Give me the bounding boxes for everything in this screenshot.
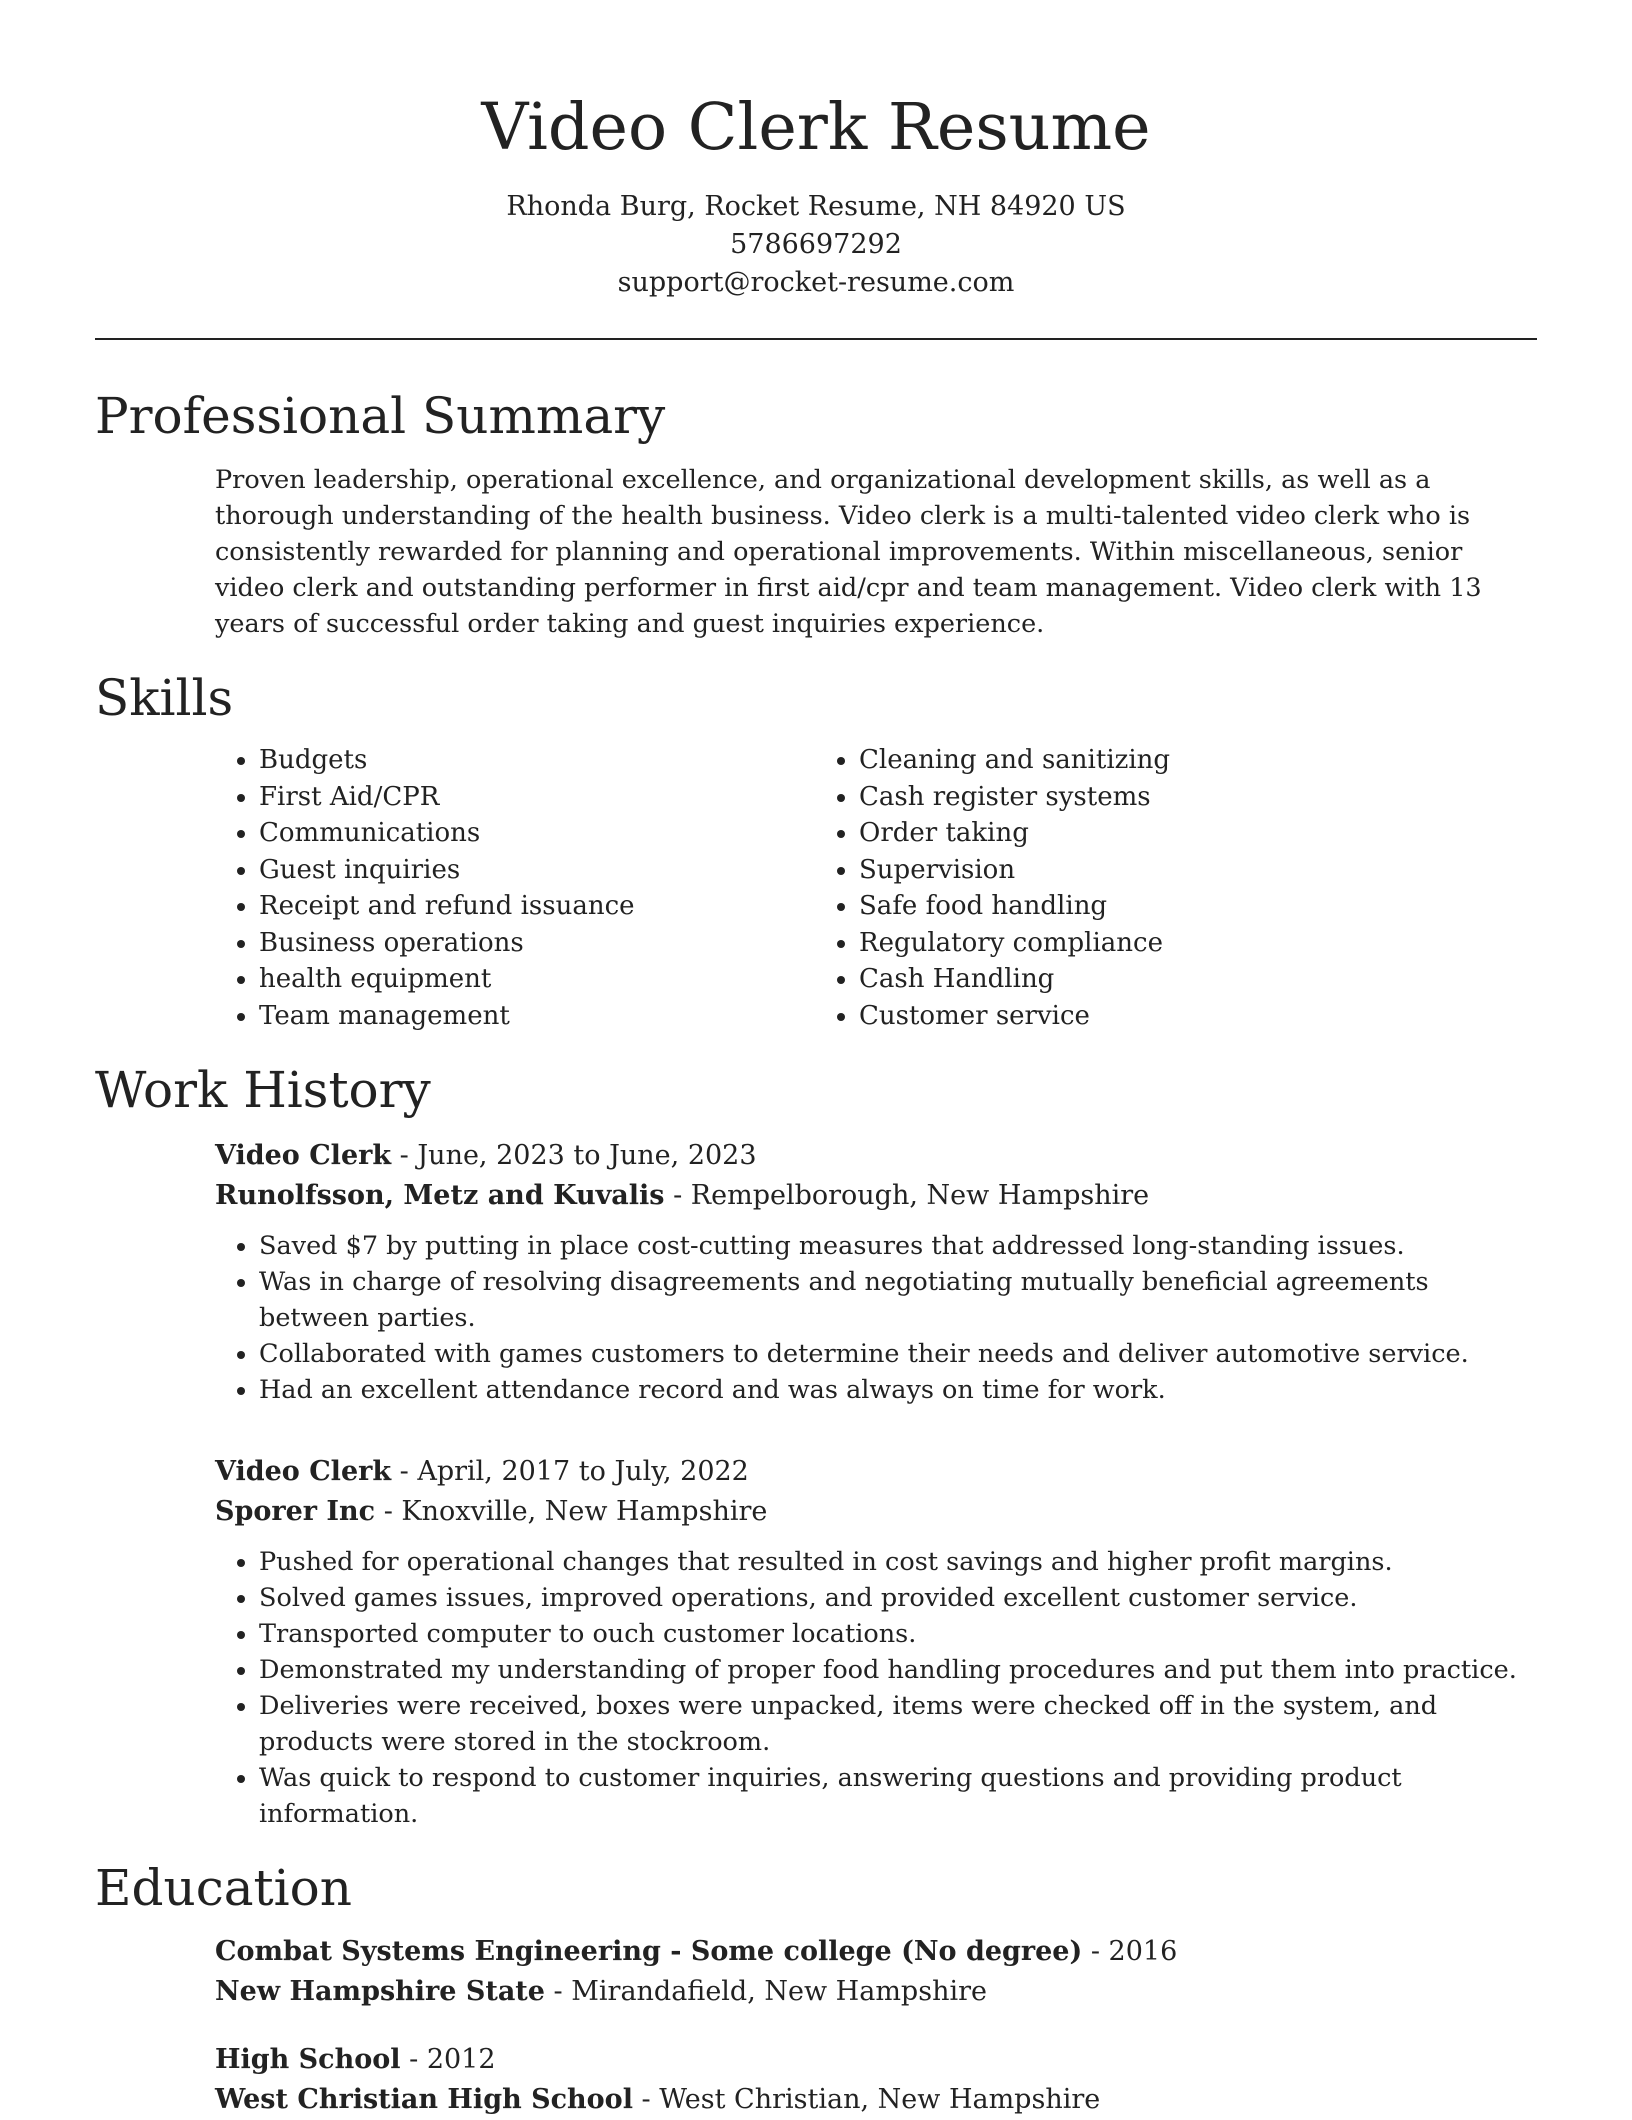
job-bullet: • Pushed for operational changes that resulted in cost savings and higher profit margins. (259, 1544, 1537, 1580)
job-bullet: • Saved $7 by putting in place cost-cutting measures that addressed long-standing issues. (259, 1228, 1537, 1264)
job-bullet: • Was in charge of resolving disagreements and negotiating mutually beneficial agreements between parties. (259, 1264, 1537, 1336)
section-title-work-history: Work History (95, 1061, 431, 1119)
skill-item: • Team management (259, 998, 815, 1035)
contact-address: Rhonda Burg, Rocket Resume, NH 84920 US (506, 191, 1126, 222)
skill-item: • Supervision (859, 852, 1415, 889)
resume-title: Video Clerk Resume (481, 90, 1151, 165)
job-dates: - June, 2023 to June, 2023 (391, 1140, 757, 1171)
summary-text: Proven leadership, operational excellence, and organizational development skills, as well as a thorough understanding of the health business. Video clerk is a multi-talented video clerk who is consistently rewarded for planning and operational improvements. Within miscellaneous, senior video clerk and outstanding performer in first aid/cpr and team management. Video clerk with 13 years of successful order taking and guest inquiries experience. (215, 465, 1482, 639)
skill-item: • Regulatory compliance (859, 925, 1415, 962)
section-education (95, 1858, 1537, 2120)
education-entry (215, 2040, 1537, 2120)
job-company-line (215, 1176, 1537, 1216)
education-location: - Mirandafield, New Hampshire (544, 1976, 987, 2007)
job-bullet: • Demonstrated my understanding of proper food handling procedures and put them into practice. (259, 1652, 1537, 1688)
job-entry (215, 1452, 1537, 1832)
education-degree: Combat Systems Engineering (215, 1936, 661, 1967)
job-title-line (215, 1452, 1537, 1492)
header-divider (95, 338, 1537, 340)
skill-item: • Business operations (259, 925, 815, 962)
job-company: Runolfsson, Metz and Kuvalis (215, 1180, 665, 1211)
skill-item: • Cash register systems (859, 779, 1415, 816)
job-bullet: • Had an excellent attendance record and was always on time for work. (259, 1372, 1537, 1408)
section-title-summary: Professional Summary (95, 387, 666, 445)
skill-item: • Cash Handling (859, 961, 1415, 998)
contact-phone: 5786697292 (730, 229, 902, 260)
section-skills (95, 668, 1537, 1034)
education-degree-line (215, 2040, 1537, 2080)
section-title-education: Education (95, 1859, 352, 1917)
job-company: Sporer Inc (215, 1496, 376, 1527)
skill-item: • First Aid/CPR (259, 779, 815, 816)
job-title: Video Clerk (215, 1140, 392, 1171)
job-bullet: • Was quick to respond to customer inquiries, answering questions and providing product information. (259, 1760, 1537, 1832)
education-degree: High School (215, 2044, 401, 2075)
job-title-line (215, 1136, 1537, 1176)
job-bullet: • Collaborated with games customers to determine their needs and deliver automotive service. (259, 1336, 1537, 1372)
section-title-skills: Skills (95, 669, 234, 727)
education-entry (215, 1932, 1537, 2012)
job-bullets (215, 1544, 1537, 1832)
skill-item: • Communications (259, 815, 815, 852)
education-year: - 2016 (1082, 1936, 1178, 1967)
skills-list-left (215, 742, 815, 1034)
job-dates: - April, 2017 to July, 2022 (391, 1456, 749, 1487)
job-bullet: • Solved games issues, improved operations, and provided excellent customer service. (259, 1580, 1537, 1616)
job-entry (215, 1136, 1537, 1408)
skill-item: • Cleaning and sanitizing (859, 742, 1415, 779)
education-school: West Christian High School (215, 2084, 633, 2115)
education-school-line (215, 2080, 1537, 2120)
job-bullet: • Deliveries were received, boxes were unpacked, items were checked off in the system, and products were stored in the stockroom. (259, 1688, 1537, 1760)
education-school: New Hampshire State (215, 1976, 545, 2007)
job-location: - Knoxville, New Hampshire (375, 1496, 768, 1527)
skills-list-right (815, 742, 1415, 1034)
contact-info (95, 188, 1537, 302)
education-location: - West Christian, New Hampshire (632, 2084, 1101, 2115)
education-school-line (215, 1972, 1537, 2012)
education-year: - 2012 (400, 2044, 496, 2075)
skill-item: • Guest inquiries (259, 852, 815, 889)
job-bullets (215, 1228, 1537, 1408)
job-bullet: • Transported computer to ouch customer locations. (259, 1616, 1537, 1652)
skills-columns (215, 742, 1537, 1034)
resume-header (95, 0, 1537, 302)
skill-item: • health equipment (259, 961, 815, 998)
skill-item: • Safe food handling (859, 888, 1415, 925)
contact-email: support@rocket-resume.com (617, 267, 1015, 298)
skill-item: • Order taking (859, 815, 1415, 852)
job-title: Video Clerk (215, 1456, 392, 1487)
section-work-history (95, 1060, 1537, 1832)
skill-item: • Receipt and refund issuance (259, 888, 815, 925)
job-location: - Rempelborough, New Hampshire (664, 1180, 1150, 1211)
skill-item: • Budgets (259, 742, 815, 779)
education-degree-line (215, 1932, 1537, 1972)
skill-item: • Customer service (859, 998, 1415, 1035)
job-company-line (215, 1492, 1537, 1532)
education-detail: - Some college (No degree) (660, 1936, 1083, 1967)
section-professional-summary (95, 386, 1537, 642)
